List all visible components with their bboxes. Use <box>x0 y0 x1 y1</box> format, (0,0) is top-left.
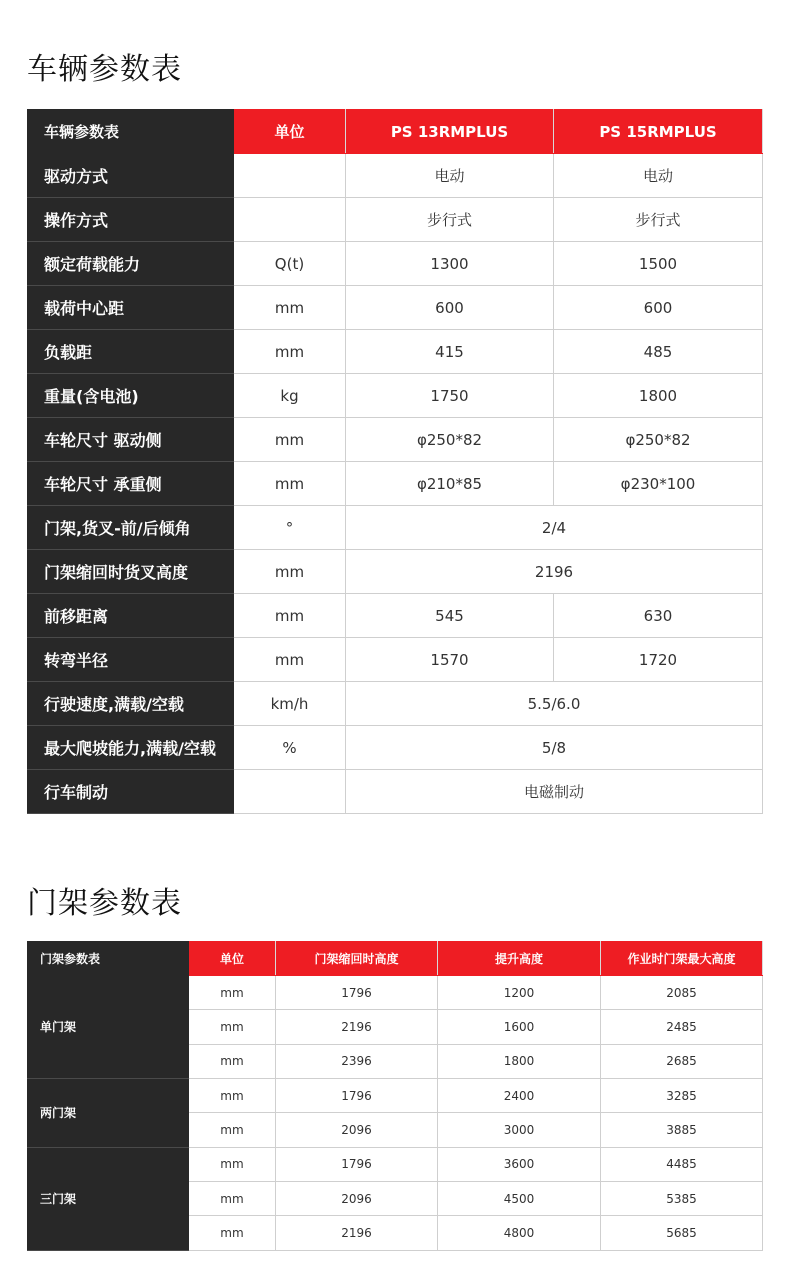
param-unit: kg <box>234 374 346 418</box>
mast-max-height: 2485 <box>601 1010 763 1044</box>
param-unit: % <box>234 726 346 770</box>
mast-retracted-height: 2096 <box>276 1113 438 1147</box>
header-param: 车辆参数表 <box>28 110 234 154</box>
param-value-15: 步行式 <box>554 198 763 242</box>
param-unit: mm <box>234 550 346 594</box>
mast-type: 三门架 <box>28 1147 189 1250</box>
param-unit: mm <box>234 638 346 682</box>
mast-max-height: 2685 <box>601 1044 763 1078</box>
param-value-15: 1800 <box>554 374 763 418</box>
mast-max-height: 5385 <box>601 1181 763 1215</box>
param-unit <box>234 770 346 814</box>
param-unit: km/h <box>234 682 346 726</box>
mast-spec-title: 门架参数表 <box>27 886 182 921</box>
mast-retracted-height: 2096 <box>276 1181 438 1215</box>
param-value-merged: 2/4 <box>346 506 763 550</box>
param-value-13: φ210*85 <box>346 462 554 506</box>
param-value-15: φ230*100 <box>554 462 763 506</box>
header-model-15: PS 15RMPLUS <box>554 110 763 154</box>
header-model-13: PS 13RMPLUS <box>346 110 554 154</box>
param-name: 负载距 <box>28 330 234 374</box>
param-value-15: 电动 <box>554 154 763 198</box>
mast-max-height: 2085 <box>601 976 763 1010</box>
mast-lift-height: 1200 <box>438 976 601 1010</box>
mast-lift-height: 3000 <box>438 1113 601 1147</box>
param-value-15: 1500 <box>554 242 763 286</box>
param-value-13: 1750 <box>346 374 554 418</box>
mast-type: 两门架 <box>28 1078 189 1147</box>
header-lift-height: 提升高度 <box>438 942 601 976</box>
mast-unit: mm <box>189 1010 276 1044</box>
table-row <box>28 1078 763 1112</box>
mast-spec-table <box>27 941 763 1251</box>
table-row <box>28 418 763 462</box>
table-row <box>28 330 763 374</box>
param-name: 车轮尺寸 承重侧 <box>28 462 234 506</box>
vehicle-spec-title: 车辆参数表 <box>27 52 182 87</box>
mast-spec-header-row <box>28 942 763 976</box>
param-value-merged: 电磁制动 <box>346 770 763 814</box>
param-value-13: 600 <box>346 286 554 330</box>
param-unit: mm <box>234 286 346 330</box>
param-unit: mm <box>234 594 346 638</box>
param-value-15: 630 <box>554 594 763 638</box>
table-row <box>28 506 763 550</box>
param-name: 载荷中心距 <box>28 286 234 330</box>
mast-lift-height: 4500 <box>438 1181 601 1215</box>
mast-unit: mm <box>189 1216 276 1250</box>
param-unit: ° <box>234 506 346 550</box>
header-max-height: 作业时门架最大高度 <box>601 942 763 976</box>
table-row <box>28 594 763 638</box>
param-name: 最大爬坡能力,满载/空载 <box>28 726 234 770</box>
mast-max-height: 4485 <box>601 1147 763 1181</box>
mast-lift-height: 2400 <box>438 1078 601 1112</box>
table-row <box>28 550 763 594</box>
table-row <box>28 770 763 814</box>
mast-max-height: 3885 <box>601 1113 763 1147</box>
table-row <box>28 286 763 330</box>
header-unit: 单位 <box>189 942 276 976</box>
table-row <box>28 374 763 418</box>
param-value-13: 步行式 <box>346 198 554 242</box>
param-unit <box>234 154 346 198</box>
header-unit: 单位 <box>234 110 346 154</box>
param-value-15: 600 <box>554 286 763 330</box>
param-unit: mm <box>234 418 346 462</box>
param-name: 门架缩回时货叉高度 <box>28 550 234 594</box>
table-row <box>28 726 763 770</box>
param-value-merged: 5.5/6.0 <box>346 682 763 726</box>
mast-retracted-height: 1796 <box>276 1078 438 1112</box>
table-row <box>28 638 763 682</box>
header-mast: 门架参数表 <box>28 942 189 976</box>
mast-unit: mm <box>189 1147 276 1181</box>
param-name: 驱动方式 <box>28 154 234 198</box>
param-value-13: 415 <box>346 330 554 374</box>
param-value-13: φ250*82 <box>346 418 554 462</box>
vehicle-spec-header-row <box>28 110 763 154</box>
mast-retracted-height: 2196 <box>276 1216 438 1250</box>
param-unit <box>234 198 346 242</box>
mast-retracted-height: 1796 <box>276 1147 438 1181</box>
mast-lift-height: 1800 <box>438 1044 601 1078</box>
mast-max-height: 5685 <box>601 1216 763 1250</box>
vehicle-spec-table <box>27 109 763 814</box>
mast-lift-height: 4800 <box>438 1216 601 1250</box>
param-value-13: 电动 <box>346 154 554 198</box>
mast-unit: mm <box>189 1181 276 1215</box>
mast-unit: mm <box>189 976 276 1010</box>
param-value-15: φ250*82 <box>554 418 763 462</box>
param-value-15: 485 <box>554 330 763 374</box>
param-name: 车轮尺寸 驱动侧 <box>28 418 234 462</box>
table-row <box>28 682 763 726</box>
table-row <box>28 198 763 242</box>
mast-unit: mm <box>189 1113 276 1147</box>
mast-lift-height: 1600 <box>438 1010 601 1044</box>
param-value-13: 1300 <box>346 242 554 286</box>
table-row <box>28 242 763 286</box>
param-name: 额定荷载能力 <box>28 242 234 286</box>
mast-type: 单门架 <box>28 976 189 1079</box>
table-row <box>28 976 763 1010</box>
param-value-merged: 2196 <box>346 550 763 594</box>
table-row <box>28 462 763 506</box>
mast-max-height: 3285 <box>601 1078 763 1112</box>
table-row <box>28 1147 763 1181</box>
mast-unit: mm <box>189 1078 276 1112</box>
param-value-13: 545 <box>346 594 554 638</box>
param-name: 行驶速度,满载/空载 <box>28 682 234 726</box>
param-name: 门架,货叉-前/后倾角 <box>28 506 234 550</box>
param-name: 操作方式 <box>28 198 234 242</box>
param-value-15: 1720 <box>554 638 763 682</box>
header-retracted-height: 门架缩回时高度 <box>276 942 438 976</box>
mast-retracted-height: 2196 <box>276 1010 438 1044</box>
mast-lift-height: 3600 <box>438 1147 601 1181</box>
param-value-13: 1570 <box>346 638 554 682</box>
param-name: 重量(含电池) <box>28 374 234 418</box>
mast-retracted-height: 1796 <box>276 976 438 1010</box>
mast-unit: mm <box>189 1044 276 1078</box>
param-name: 前移距离 <box>28 594 234 638</box>
param-unit: Q(t) <box>234 242 346 286</box>
param-unit: mm <box>234 330 346 374</box>
param-name: 转弯半径 <box>28 638 234 682</box>
param-name: 行车制动 <box>28 770 234 814</box>
param-value-merged: 5/8 <box>346 726 763 770</box>
mast-retracted-height: 2396 <box>276 1044 438 1078</box>
param-unit: mm <box>234 462 346 506</box>
table-row <box>28 154 763 198</box>
